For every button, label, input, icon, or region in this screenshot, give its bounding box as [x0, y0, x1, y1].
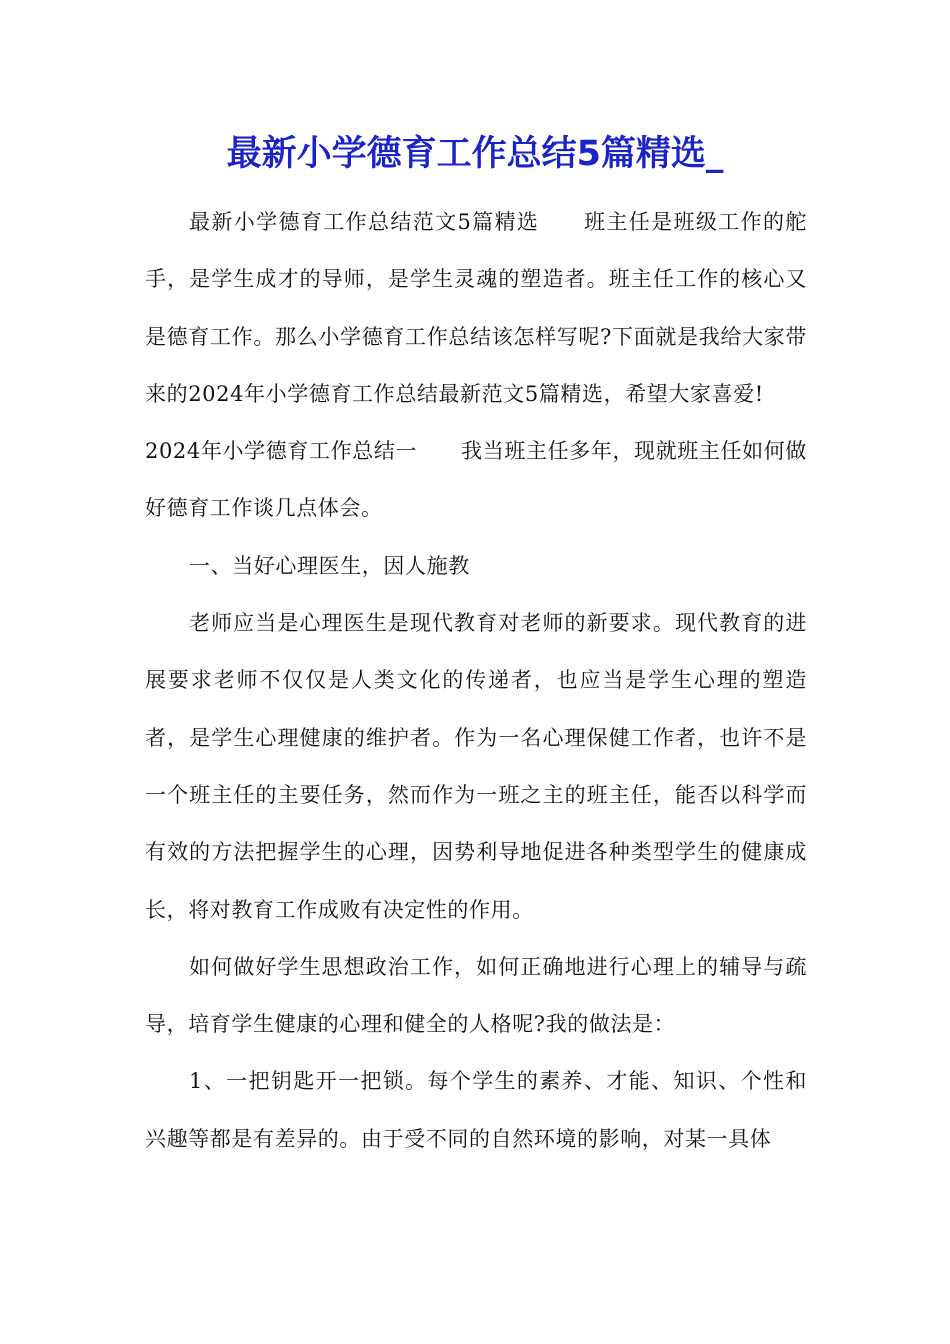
section-1-text: 我当班主任多年，现就班主任如何做好德育工作谈几点体会。	[145, 439, 808, 521]
intro-paragraph	[145, 194, 807, 423]
heading-1: 一、当好心理医生，因人施教	[189, 553, 470, 578]
body-paragraph-3: 1、一把钥匙开一把锁。每个学生的素养、才能、知识、个性和兴趣等都是有差异的。由于受不同的自然环境的影响，对某一具体	[145, 1069, 807, 1151]
intro-text: 班主任是班级工作的舵手，是学生成才的导师，是学生灵魂的塑造者。班主任工作的核心又是德育工作。那么小学德育工作总结该怎样写呢?下面就是我给大家带来的2024年小学德育工作总结最新范文5篇精选，希望大家喜爱!	[145, 210, 808, 406]
document-body	[145, 194, 807, 1168]
document-title: 最新小学德育工作总结5篇精选_	[226, 134, 724, 174]
intro-lead: 最新小学德育工作总结范文5篇精选	[189, 210, 540, 234]
section-1-lead: 2024年小学德育工作总结一	[145, 439, 418, 464]
body-paragraph-1: 老师应当是心理医生是现代教育对老师的新要求。现代教育的进展要求老师不仅仅是人类文化的传递者，也应当是学生心理的塑造者，是学生心理健康的维护者。作为一名心理保健工作者，也许不是一个班主任的主要任务，然而作为一班之主的班主任，能否以科学而有效的方法把握学生的心理，因势利导地促进各种类型学生的健康成长，将对教育工作成败有决定性的作用。	[145, 611, 807, 922]
section-1-paragraph	[145, 423, 807, 538]
body-paragraph-2: 如何做好学生思想政治工作，如何正确地进行心理上的辅导与疏导，培育学生健康的心理和健全的人格呢?我的做法是：	[145, 954, 807, 1037]
